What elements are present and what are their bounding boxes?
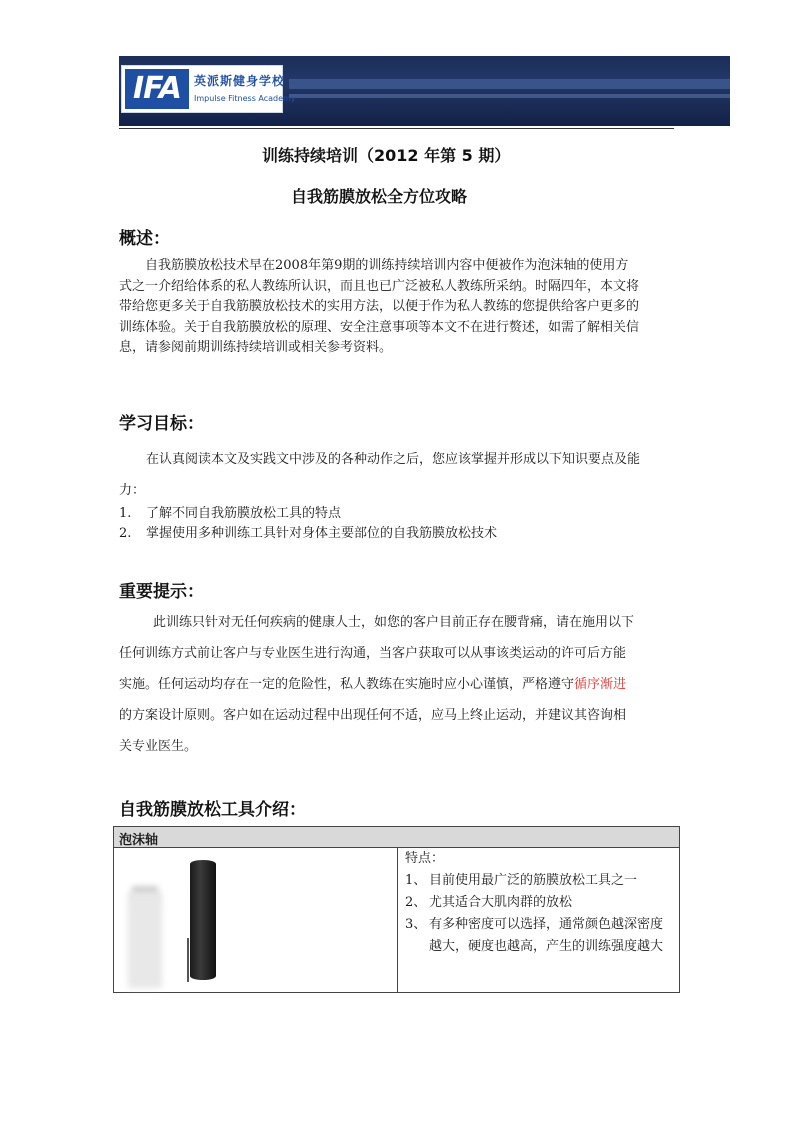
feature-item (405, 892, 572, 914)
feature-number: 1、 (405, 873, 427, 888)
overview-paragraph (119, 256, 684, 359)
logo-mark: IFA (125, 69, 189, 109)
list-number: 2. (119, 526, 132, 541)
tips-heading: 重要提示： (119, 582, 204, 602)
list-text: 了解不同自我筋膜放松工具的特点 (146, 506, 342, 521)
highlight-text: 循序渐进 (574, 677, 627, 692)
text-line: 此训练只针对无任何疾病的健康人士，如您的客户目前正存在腰背痛，请在施用以下 (153, 615, 635, 630)
list-item (119, 504, 341, 524)
text-span: 实施。任何运动均存在一定的危险性，私人教练在实施时应小心谨慎，严格遵守 (119, 677, 575, 692)
feature-item (405, 914, 663, 936)
objectives-intro: 在认真阅读本文及实践文中涉及的各种动作之后，您应该掌握并形成以下知识要点及能 (146, 452, 641, 467)
feature-number: 3、 (405, 917, 427, 932)
text-line: 带给您更多关于自我筋膜放松技术的实用方法，以便于作为私人教练的您提供给客户更多的 (119, 299, 640, 314)
page-title: 训练持续培训（2012 年第 5 期） (262, 146, 511, 165)
text-line: 关专业医生。 (119, 739, 198, 754)
text-line: 式之一介绍给体系的私人教练所认识，而且也已广泛被私人教练所采纳。时隔四年，本文将 (119, 278, 640, 294)
feature-item (405, 870, 637, 892)
text-line: 息，请参阅前期训练持续培训或相关参考资料。 (119, 340, 393, 355)
logo-chinese-name: 英派斯健身学校 (194, 74, 286, 88)
roller-shadow (187, 938, 189, 982)
list-text: 掌握使用多种训练工具针对身体主要部位的自我筋膜放松技术 (146, 526, 498, 541)
list-number: 1. (119, 506, 132, 521)
tips-paragraph (119, 607, 684, 762)
feature-text: 目前使用最广泛的筋膜放松工具之一 (429, 873, 638, 888)
banner-stripe (289, 79, 730, 89)
tool-features-cell (398, 848, 679, 992)
text-line: 的方案设计原则。客户如在运动过程中出现任何不适，应马上终止运动，并建议其咨询相 (119, 708, 627, 723)
text-line: 任何训练方式前让客户与专业医生进行沟通，当客户获取可以从事该类运动的许可后方能 (119, 646, 627, 661)
logo-english-name: Impulse Fitness Academy (194, 94, 296, 103)
feature-text: 尤其适合大肌肉群的放松 (429, 895, 573, 910)
features-label: 特点： (405, 851, 445, 866)
header-banner (119, 56, 730, 126)
logo (121, 65, 296, 113)
tool-table (113, 826, 680, 993)
tool-image-cell (114, 848, 398, 992)
feature-text: 有多种密度可以选择，通常颜色越深密度 (429, 917, 664, 932)
feature-item-cont: 越大，硬度也越高，产生的训练强度越大 (429, 939, 664, 954)
text-line (119, 669, 684, 700)
tools-heading: 自我筋膜放松工具介绍： (119, 800, 306, 820)
page-subtitle: 自我筋膜放松全方位攻略 (291, 187, 468, 206)
text-line: 自我筋膜放松技术早在2008年第9期的训练持续培训内容中便被作为泡沫轴的使用方 (119, 258, 629, 273)
tool-name: 泡沫轴 (119, 833, 159, 848)
banner-stripe (289, 94, 730, 98)
feature-number: 2、 (405, 895, 427, 910)
list-item (119, 524, 497, 544)
header-divider (119, 128, 674, 129)
overview-heading: 概述： (119, 229, 170, 249)
blurred-product-image (128, 892, 162, 988)
table-header (114, 827, 679, 848)
text-line: 训练体验。关于自我筋膜放松的原理、安全注意事项等本文不在进行赘述，如需了解相关信 (119, 319, 640, 335)
foam-roller-image (190, 860, 216, 980)
objectives-heading: 学习目标： (119, 414, 204, 434)
objectives-intro-cont: 力： (119, 483, 146, 498)
